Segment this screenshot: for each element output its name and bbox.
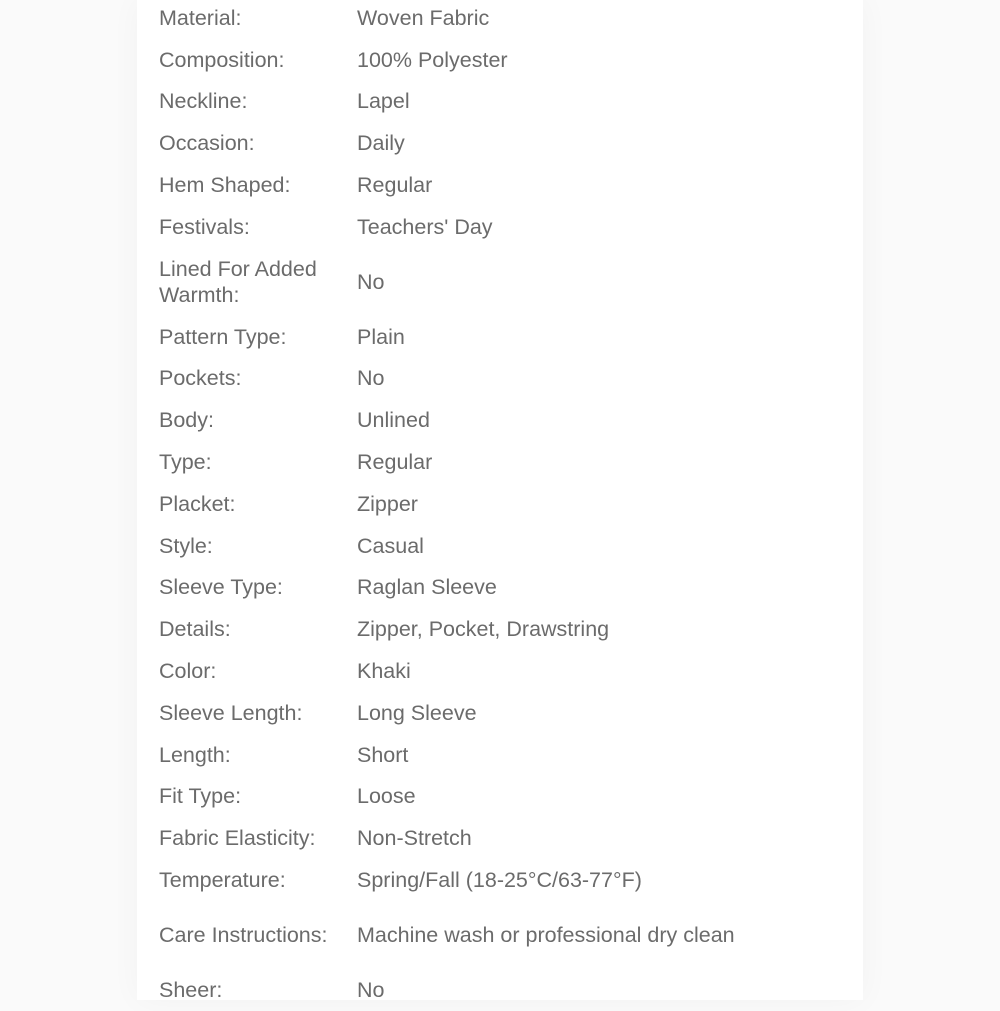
spec-value: Spring/Fall (18-25°C/63-77°F) (357, 868, 642, 893)
spec-label: Occasion: (159, 131, 255, 156)
spec-label: Placket: (159, 491, 236, 516)
spec-row-composition (159, 39, 859, 81)
spec-value: No (357, 977, 385, 1002)
spec-label: Length: (159, 742, 231, 767)
spec-row-occasion (159, 122, 859, 164)
spec-row-fit-type (159, 776, 859, 818)
spec-value: Woven Fabric (357, 5, 490, 30)
spec-row-festivals (159, 206, 859, 248)
spec-row-neckline (159, 81, 859, 123)
spec-row-material (159, 0, 859, 39)
spec-label: Neckline: (159, 89, 248, 114)
spec-row-color (159, 650, 859, 692)
spec-row-type (159, 441, 859, 483)
spec-value: Teachers' Day (357, 214, 493, 239)
spec-row-temperature (159, 859, 859, 901)
spec-value: Long Sleeve (357, 700, 477, 725)
spec-row-style (159, 525, 859, 567)
spec-label: Fit Type: (159, 784, 242, 809)
spec-row-lined-for-added-warmth (159, 248, 859, 316)
product-specs-list (159, 0, 859, 1011)
spec-value: Short (357, 742, 409, 767)
spec-label: Style: (159, 533, 213, 558)
spec-value: 100% Polyester (357, 47, 508, 72)
spec-label: Sheer: (159, 977, 223, 1002)
spec-row-placket (159, 483, 859, 525)
spec-value: Raglan Sleeve (357, 575, 497, 600)
spec-row-sleeve-type (159, 567, 859, 609)
spec-value: Khaki (357, 659, 411, 684)
spec-label: Hem Shaped: (159, 173, 291, 198)
spec-label: Pattern Type: (159, 324, 287, 349)
spec-row-length (159, 734, 859, 776)
spec-value: Daily (357, 131, 405, 156)
spec-label: Body: (159, 408, 214, 433)
spec-value: Zipper, Pocket, Drawstring (357, 617, 610, 642)
spec-value: Non-Stretch (357, 826, 472, 851)
spec-row-care-instructions (159, 901, 859, 969)
spec-row-pattern-type (159, 316, 859, 358)
spec-label: Type: (159, 450, 212, 475)
spec-value: Machine wash or professional dry clean (357, 922, 735, 947)
spec-label: Color: (159, 659, 217, 684)
spec-label: Composition: (159, 47, 285, 72)
spec-label: Pockets: (159, 366, 242, 391)
spec-label: Material: (159, 5, 242, 30)
spec-value: Unlined (357, 408, 430, 433)
spec-label: Lined For Added Warmth: (159, 256, 317, 307)
spec-value: Plain (357, 324, 405, 349)
spec-label: Temperature: (159, 868, 286, 893)
spec-value: Regular (357, 450, 433, 475)
spec-label: Festivals: (159, 214, 250, 239)
spec-value: No (357, 366, 385, 391)
spec-label: Sleeve Type: (159, 575, 283, 600)
spec-value: Casual (357, 533, 424, 558)
spec-value: Lapel (357, 89, 410, 114)
spec-value: Zipper (357, 491, 418, 516)
spec-row-sheer (159, 969, 859, 1011)
spec-row-pockets (159, 358, 859, 400)
spec-row-fabric-elasticity (159, 817, 859, 859)
spec-row-details (159, 608, 859, 650)
spec-row-body (159, 399, 859, 441)
spec-row-sleeve-length (159, 692, 859, 734)
spec-value: Loose (357, 784, 416, 809)
spec-value: No (357, 269, 385, 294)
spec-label: Care Instructions: (159, 922, 328, 947)
spec-label: Details: (159, 617, 231, 642)
spec-value: Regular (357, 173, 433, 198)
spec-label: Fabric Elasticity: (159, 826, 316, 851)
spec-row-hem-shaped (159, 164, 859, 206)
spec-label: Sleeve Length: (159, 700, 303, 725)
